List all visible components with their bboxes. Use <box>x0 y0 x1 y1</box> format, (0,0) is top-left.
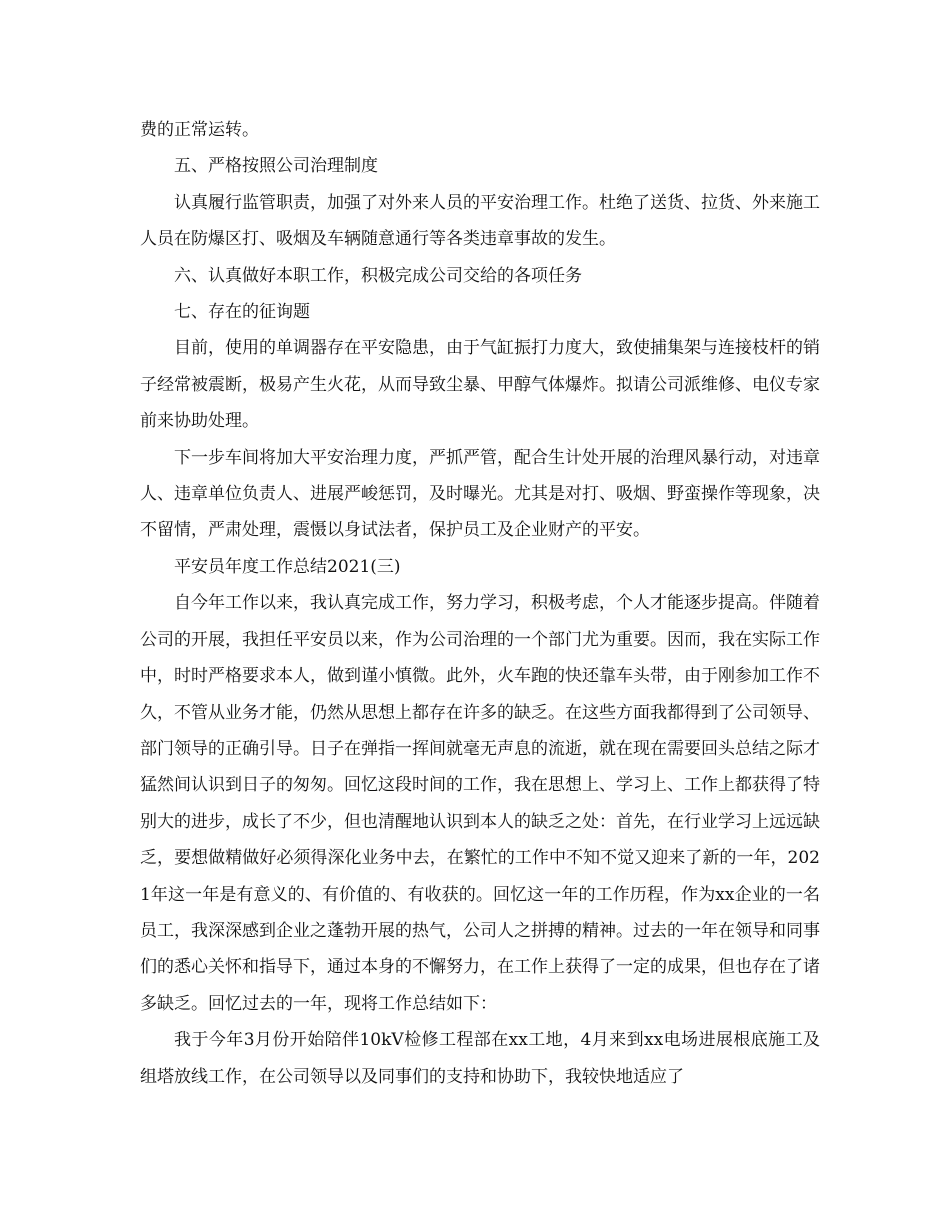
section-heading-6: 六、认真做好本职工作，积极完成公司交给的各项任务 <box>174 265 582 286</box>
paragraph: 目前，使用的单调器存在平安隐患，由于气缸振打力度大，致使捕集架与连接枝杆的销子经常被震断，极易产生火花，从而导致尘暴、甲醇气体爆炸。拟请公司派维修、电仪专家前来协助处理。 <box>140 338 820 432</box>
document-subtitle: 平安员年度工作总结2021(三) <box>174 556 401 577</box>
document-body <box>140 112 820 1095</box>
paragraph: 下一步车间将加大平安治理力度，严抓严管，配合生计处开展的治理风暴行动，对违章人、违章单位负责人、进展严峻惩罚，及时曝光。尤其是对打、吸烟、野蛮操作等现象，决不留情，严肃处理，震慑以身试法者，保护员工及企业财产的平安。 <box>140 447 820 541</box>
paragraph-continuation: 费的正常运转。 <box>140 120 259 140</box>
paragraph: 我于今年3月份开始陪伴10kV检修工程部在xx工地，4月来到xx电场进展根底施工及组塔放线工作，在公司领导以及同事们的支持和协助下，我较快地适应了 <box>140 1030 820 1087</box>
paragraph: 自今年工作以来，我认真完成工作，努力学习，积极考虑，个人才能逐步提高。伴随着公司的开展，我担任平安员以来，作为公司治理的一个部门尤为重要。因而，我在实际工作中，时时严格要求本人，做到谨小慎微。此外，火车跑的快还靠车头带，由于刚参加工作不久，不管从业务才能，仍然从思想上都存在许多的缺乏。在这些方面我都得到了公司领导、部门领导的正确引导。日子在弹指一挥间就毫无声息的流逝，就在现在需要回头总结之际才猛然间认识到日子的匆匆。回忆这段时间的工作，我在思想上、学习上、工作上都获得了特别大的进步，成长了不少，但也清醒地认识到本人的缺乏之处：首先，在行业学习上远远缺乏，要想做精做好必须得深化业务中去，在繁忙的工作中不知不觉又迎来了新的一年，2021年这一年是有意义的、有价值的、有收获的。回忆这一年的工作历程，作为xx企业的一名员工，我深深感到企业之蓬勃开展的热气，公司人之拼搏的精神。过去的一年在领导和同事们的悉心关怀和指导下，通过本身的不懈努力，在工作上获得了一定的成果，但也存在了诸多缺乏。回忆过去的一年，现将工作总结如下： <box>140 593 820 1014</box>
section-heading-7: 七、存在的征询题 <box>174 302 310 323</box>
section-heading-5: 五、严格按照公司治理制度 <box>174 156 378 177</box>
paragraph: 认真履行监管职责，加强了对外来人员的平安治理工作。杜绝了送货、拉货、外来施工人员在防爆区打、吸烟及车辆随意通行等各类违章事故的发生。 <box>140 192 820 250</box>
